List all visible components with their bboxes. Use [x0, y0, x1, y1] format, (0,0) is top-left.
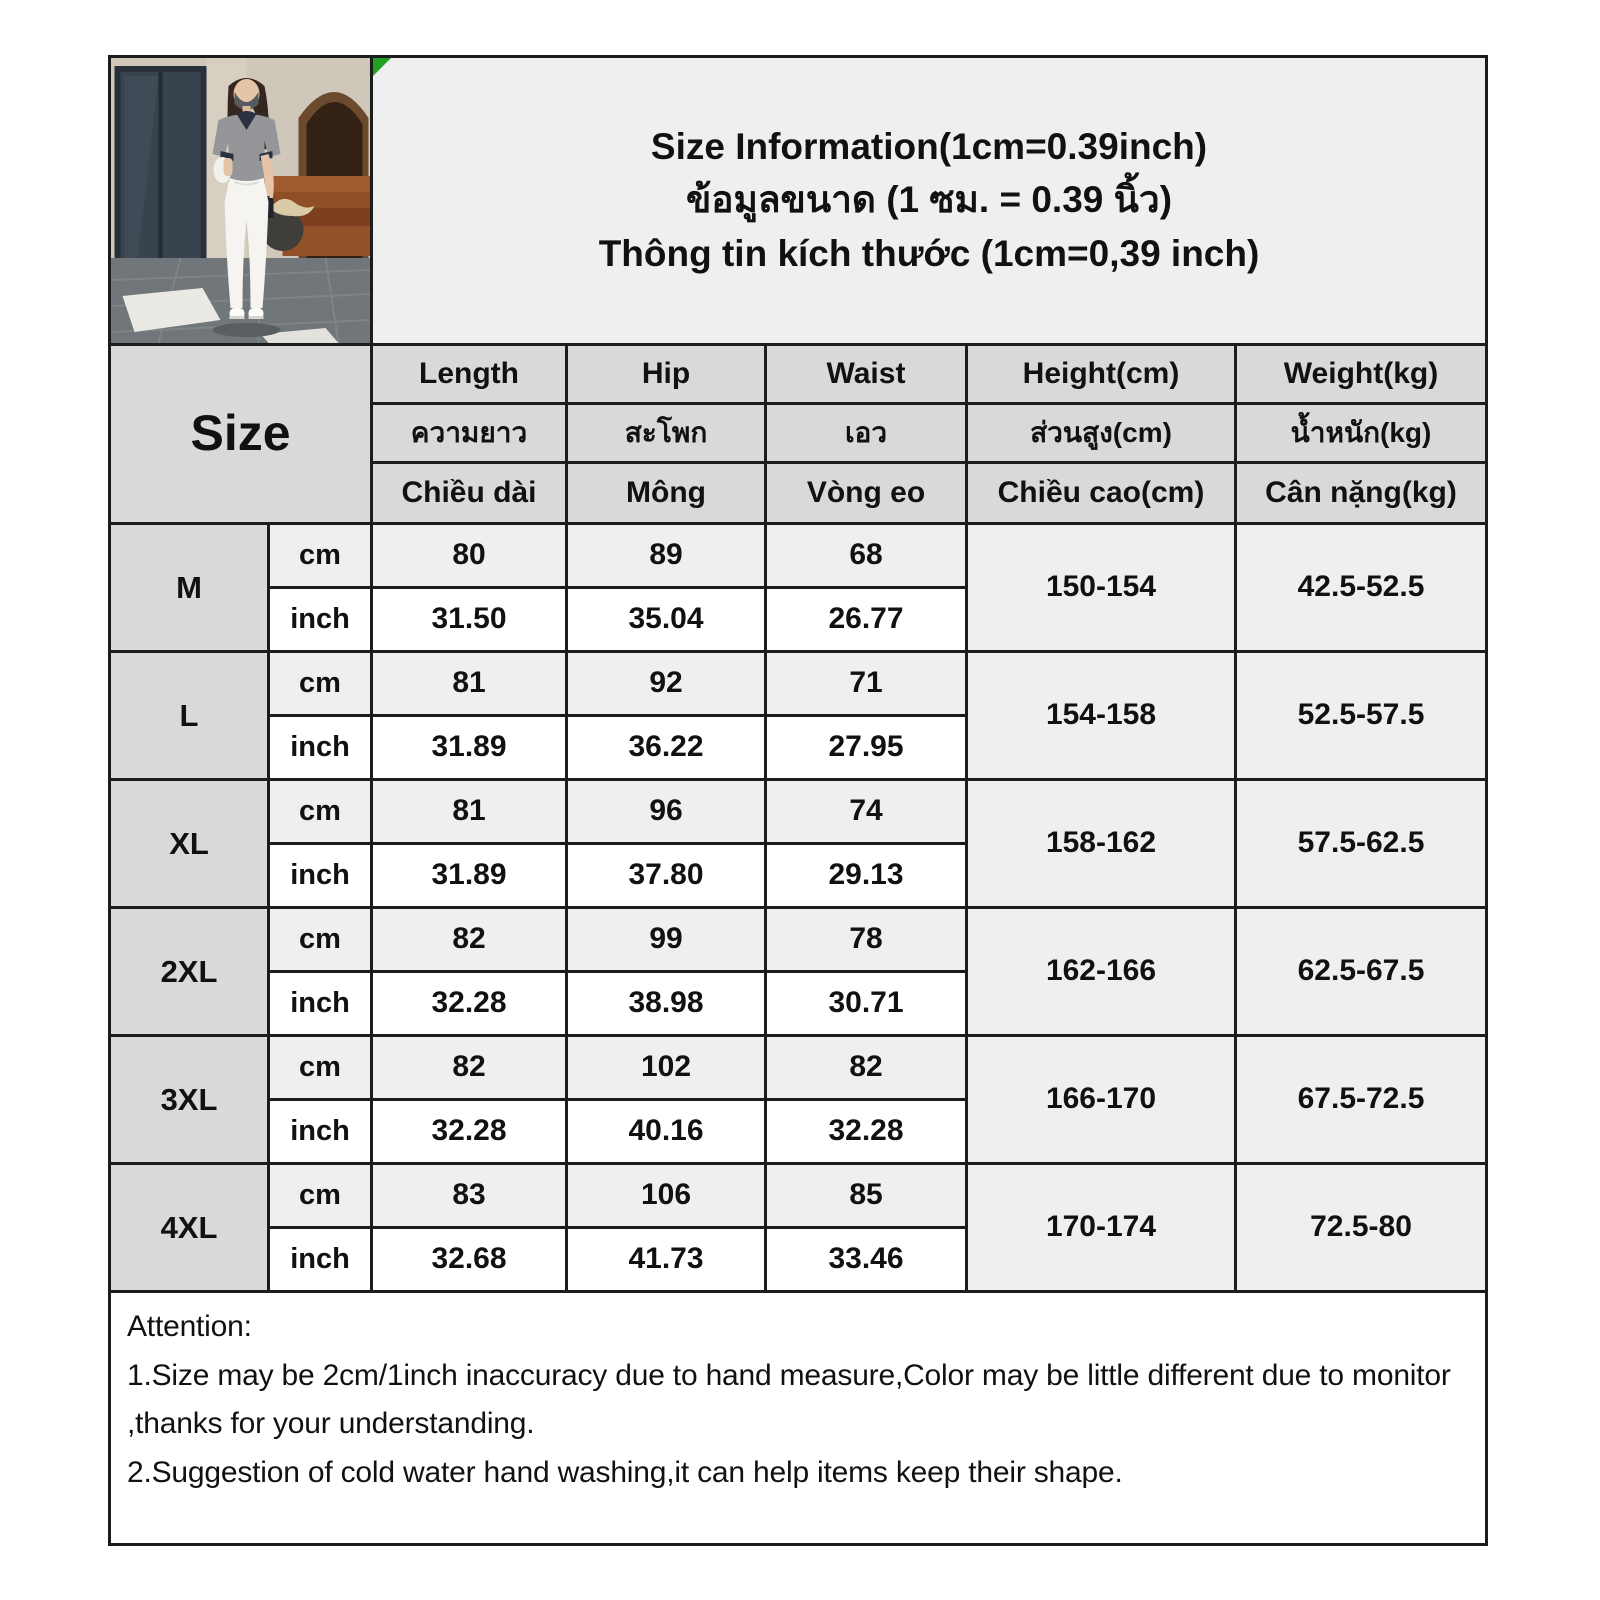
col-header-hip-en: Hip [568, 346, 764, 402]
col-header-height-th: ส่วนสูง(cm) [968, 405, 1234, 461]
col-header-waist-vi: Vòng eo [767, 464, 965, 522]
height-range-cell: 154-158 [968, 653, 1234, 778]
value-cell: 32.68 [373, 1229, 565, 1290]
unit-inch-label: inch [270, 589, 370, 650]
unit-inch-label: inch [270, 1101, 370, 1162]
unit-cm-label: cm [270, 525, 370, 586]
col-header-waist-en: Waist [767, 346, 965, 402]
weight-range-cell: 57.5-62.5 [1237, 781, 1485, 906]
value-cell: 27.95 [767, 717, 965, 778]
value-cell: 92 [568, 653, 764, 714]
size-header: Size [111, 346, 370, 522]
size-label-2xl: 2XL [111, 909, 267, 1034]
weight-range-cell: 72.5-80 [1237, 1165, 1485, 1290]
weight-range-cell: 52.5-57.5 [1237, 653, 1485, 778]
size-label-m: M [111, 525, 267, 650]
value-cell: 32.28 [373, 973, 565, 1034]
unit-cm-label: cm [270, 1037, 370, 1098]
title-english: Size Information(1cm=0.39inch) [650, 125, 1208, 167]
value-cell: 41.73 [568, 1229, 764, 1290]
size-label-4xl: 4XL [111, 1165, 267, 1290]
value-cell: 80 [373, 525, 565, 586]
size-chart-table [108, 55, 1488, 1546]
attention-line-1: 1.Size may be 2cm/1inch inaccuracy due to hand measure,Color may be little different due to monitor ,thanks for your understanding. [127, 1358, 1451, 1441]
value-cell: 81 [373, 653, 565, 714]
value-cell: 40.16 [568, 1101, 764, 1162]
col-header-hip-th: สะโพก [568, 405, 764, 461]
value-cell: 81 [373, 781, 565, 842]
value-cell: 78 [767, 909, 965, 970]
col-header-weight-en: Weight(kg) [1237, 346, 1485, 402]
value-cell: 38.98 [568, 973, 764, 1034]
value-cell: 82 [373, 909, 565, 970]
height-range-cell: 158-162 [968, 781, 1234, 906]
attention-notes [111, 1293, 1485, 1543]
unit-inch-label: inch [270, 845, 370, 906]
col-header-length-vi: Chiều dài [373, 464, 565, 522]
value-cell: 32.28 [767, 1101, 965, 1162]
height-range-cell: 166-170 [968, 1037, 1234, 1162]
value-cell: 31.89 [373, 845, 565, 906]
value-cell: 33.46 [767, 1229, 965, 1290]
value-cell: 31.89 [373, 717, 565, 778]
unit-cm-label: cm [270, 909, 370, 970]
unit-cm-label: cm [270, 781, 370, 842]
value-cell: 26.77 [767, 589, 965, 650]
col-header-hip-vi: Mông [568, 464, 764, 522]
size-label-xl: XL [111, 781, 267, 906]
col-header-height-vi: Chiều cao(cm) [968, 464, 1234, 522]
unit-cm-label: cm [270, 1165, 370, 1226]
title-vietnamese: Thông tin kích thước (1cm=0,39 inch) [598, 232, 1260, 274]
size-label-l: L [111, 653, 267, 778]
value-cell: 82 [767, 1037, 965, 1098]
weight-range-cell: 67.5-72.5 [1237, 1037, 1485, 1162]
unit-inch-label: inch [270, 1229, 370, 1290]
size-label-3xl: 3XL [111, 1037, 267, 1162]
value-cell: 36.22 [568, 717, 764, 778]
col-header-weight-th: น้ำหนัก(kg) [1237, 405, 1485, 461]
value-cell: 30.71 [767, 973, 965, 1034]
unit-cm-label: cm [270, 653, 370, 714]
value-cell: 106 [568, 1165, 764, 1226]
value-cell: 74 [767, 781, 965, 842]
height-range-cell: 170-174 [968, 1165, 1234, 1290]
value-cell: 71 [767, 653, 965, 714]
weight-range-cell: 42.5-52.5 [1237, 525, 1485, 650]
value-cell: 89 [568, 525, 764, 586]
value-cell: 37.80 [568, 845, 764, 906]
col-header-length-en: Length [373, 346, 565, 402]
unit-inch-label: inch [270, 973, 370, 1034]
value-cell: 96 [568, 781, 764, 842]
height-range-cell: 150-154 [968, 525, 1234, 650]
col-header-height-en: Height(cm) [968, 346, 1234, 402]
col-header-length-th: ความยาว [373, 405, 565, 461]
product-photo [111, 58, 370, 343]
value-cell: 99 [568, 909, 764, 970]
unit-inch-label: inch [270, 717, 370, 778]
height-range-cell: 162-166 [968, 909, 1234, 1034]
attention-heading: Attention: [127, 1310, 252, 1343]
value-cell: 102 [568, 1037, 764, 1098]
value-cell: 83 [373, 1165, 565, 1226]
value-cell: 31.50 [373, 589, 565, 650]
col-header-waist-th: เอว [767, 405, 965, 461]
product-photo-illustration [111, 58, 370, 343]
value-cell: 35.04 [568, 589, 764, 650]
title-thai: ข้อมูลขนาด (1 ซม. = 0.39 นิ้ว) [685, 179, 1173, 221]
value-cell: 32.28 [373, 1101, 565, 1162]
cell-flag-triangle-icon [373, 58, 391, 76]
value-cell: 85 [767, 1165, 965, 1226]
weight-range-cell: 62.5-67.5 [1237, 909, 1485, 1034]
title-block [373, 58, 1485, 343]
value-cell: 29.13 [767, 845, 965, 906]
col-header-weight-vi: Cân nặng(kg) [1237, 464, 1485, 522]
attention-line-2: 2.Suggestion of cold water hand washing,it can help items keep their shape. [127, 1455, 1123, 1489]
value-cell: 82 [373, 1037, 565, 1098]
value-cell: 68 [767, 525, 965, 586]
